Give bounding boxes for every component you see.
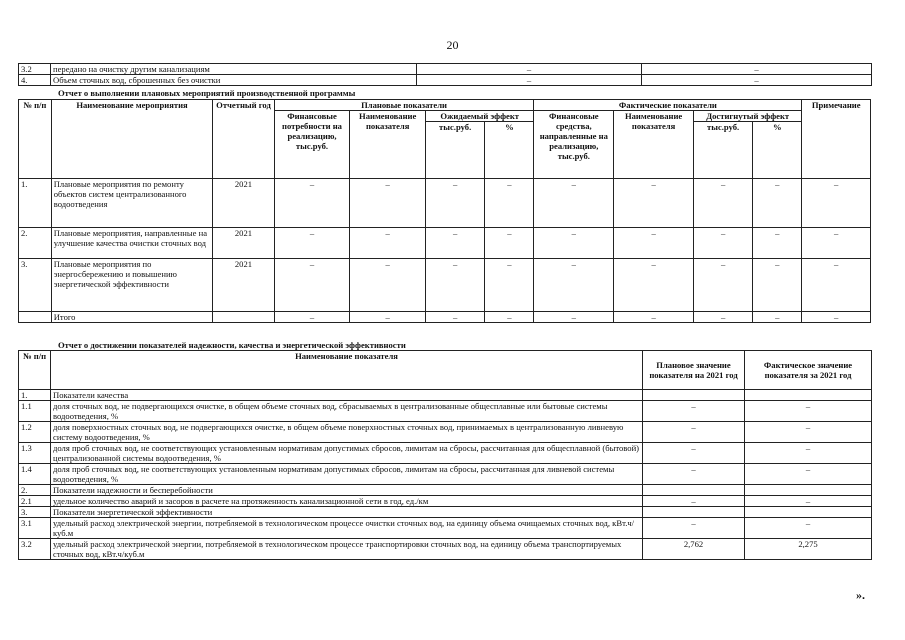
value-cell: – [350, 179, 426, 228]
value-cell: – [802, 228, 871, 259]
t1-header-note: Примечание [802, 100, 871, 179]
plan-value: – [643, 496, 745, 507]
table-row [19, 75, 872, 86]
t2-header-plan: Плановое значение показателя на 2021 год [643, 351, 745, 390]
t2-header-fact: Фактическое значение показателя за 2021 год [745, 351, 872, 390]
row-number: 1.2 [19, 422, 51, 443]
t1-header-name: Наименование мероприятия [51, 100, 213, 179]
plan-value: – [643, 518, 745, 539]
value-cell: – [350, 228, 426, 259]
indicator-name: удельный расход электрической энергии, потребляемой в технологическом процессе очистки сточных вод, на единицу объема очищаемых сточных вод, кВт.ч/куб.м [51, 518, 643, 539]
plan-value: 2,762 [643, 539, 745, 560]
value-cell: – [485, 259, 534, 312]
row-name: Объем сточных вод, сброшенных без очистки [51, 75, 417, 86]
table-row [19, 485, 872, 496]
measure-name: Плановые мероприятия по ремонту объектов систем централизованного водоотведения [51, 179, 213, 228]
table1-title: Отчет о выполнении плановых мероприятий производственной программы [58, 88, 356, 98]
total-row [19, 312, 871, 323]
page-number: 20 [446, 38, 459, 52]
value-cell: – [534, 259, 614, 312]
row-value: – [642, 64, 872, 75]
value-cell: – [534, 179, 614, 228]
table-row [19, 443, 872, 464]
report-year: 2021 [213, 259, 274, 312]
value-cell: – [753, 312, 802, 323]
indicator-name: доля проб сточных вод, не соответствующих установленным нормативам допустимых сбросов, лимитам на сбросы, рассчитанная для общесплавной (бытовой) централизованной системы водоотведения, % [51, 443, 643, 464]
value-cell: – [426, 179, 485, 228]
row-value: – [417, 64, 642, 75]
value-cell: – [753, 259, 802, 312]
value-cell: – [534, 228, 614, 259]
plan-value: – [643, 464, 745, 485]
value-cell: – [802, 312, 871, 323]
row-number [19, 312, 52, 323]
fact-value [745, 485, 872, 496]
t1-header-fact-rub: тыс.руб. [693, 122, 752, 179]
value-cell: – [426, 259, 485, 312]
t2-header-num: № п/п [19, 351, 51, 390]
row-number: 2. [19, 485, 51, 496]
value-cell: – [614, 259, 694, 312]
report-year: 2021 [213, 179, 274, 228]
value-cell: – [274, 228, 350, 259]
row-number: 1.4 [19, 464, 51, 485]
value-cell: – [350, 259, 426, 312]
table-row [19, 539, 872, 560]
table-row [19, 390, 872, 401]
t1-header-fact-pct: % [753, 122, 802, 179]
previous-table-fragment [18, 63, 872, 86]
total-label: Итого [51, 312, 213, 323]
value-cell: – [426, 312, 485, 323]
t1-header-plan-rub: тыс.руб. [426, 122, 485, 179]
table-row [19, 228, 871, 259]
row-number: 2. [19, 228, 52, 259]
report-year [213, 312, 274, 323]
t1-header-fact-ind: Наименование показателя [614, 111, 694, 179]
value-cell: – [614, 228, 694, 259]
measure-name: Плановые мероприятия по энергосбережению и повышению энергетической эффективности [51, 259, 213, 312]
table-row [19, 496, 872, 507]
plan-value: – [643, 443, 745, 464]
row-number: 1.3 [19, 443, 51, 464]
table-row [19, 179, 871, 228]
row-number: 3.1 [19, 518, 51, 539]
value-cell: – [614, 179, 694, 228]
t1-header-year: Отчетный год [213, 100, 274, 179]
indicator-name: удельное количество аварий и засоров в расчете на протяженность канализационной сети в год, ед./км [51, 496, 643, 507]
fact-value [745, 507, 872, 518]
row-value: – [417, 75, 642, 86]
value-cell: – [753, 179, 802, 228]
row-number: 2.1 [19, 496, 51, 507]
fact-value: – [745, 496, 872, 507]
fact-value: – [745, 422, 872, 443]
t2-header-name: Наименование показателя [51, 351, 643, 390]
report-year: 2021 [213, 228, 274, 259]
value-cell: – [426, 228, 485, 259]
fact-value: – [745, 401, 872, 422]
indicator-name: Показатели качества [51, 390, 643, 401]
t1-header-plan-fin: Финансовые потребности на реализацию, тыс.руб. [274, 111, 350, 179]
t1-header-plan-eff: Ожидаемый эффект [426, 111, 534, 122]
value-cell: – [802, 179, 871, 228]
fact-value: – [745, 443, 872, 464]
indicators-table [18, 350, 872, 560]
table2-title: Отчет о достижении показателей надежности, качества и энергетической эффективности [58, 340, 406, 350]
value-cell: – [693, 312, 752, 323]
value-cell: – [693, 228, 752, 259]
t1-header-plan-ind: Наименование показателя [350, 111, 426, 179]
value-cell: – [274, 259, 350, 312]
value-cell: – [693, 259, 752, 312]
t1-header-fact-fin: Финансовые средства, направленные на реализацию, тыс.руб. [534, 111, 614, 179]
value-cell: – [485, 179, 534, 228]
fact-value: – [745, 518, 872, 539]
plan-value [643, 507, 745, 518]
fact-value: – [745, 464, 872, 485]
table-row [19, 401, 872, 422]
table-row [19, 464, 872, 485]
plan-value [643, 390, 745, 401]
table-row [19, 507, 872, 518]
row-name: передано на очистку другим канализациям [51, 64, 417, 75]
value-cell: – [274, 179, 350, 228]
value-cell: – [485, 312, 534, 323]
planned-measures-table [18, 99, 871, 323]
table-row [19, 64, 872, 75]
t1-header-fact-eff: Достигнутый эффект [693, 111, 801, 122]
row-value: – [642, 75, 872, 86]
fact-value [745, 390, 872, 401]
measure-name: Плановые мероприятия, направленные на улучшение качества очистки сточных вод [51, 228, 213, 259]
plan-value: – [643, 422, 745, 443]
table-row [19, 518, 872, 539]
row-number: 3.2 [19, 539, 51, 560]
value-cell: – [485, 228, 534, 259]
indicator-name: доля сточных вод, не подвергающихся очистке, в общем объеме сточных вод, сбрасываемых в централизованные общесплавные или бытовые системы водоотведения, % [51, 401, 643, 422]
indicator-name: доля поверхностных сточных вод, не подвергающихся очистке, в общем объеме поверхностных сточных вод, принимаемых в централизованную ливневую систему водоотведения, % [51, 422, 643, 443]
plan-value [643, 485, 745, 496]
t1-header-plan: Плановые показатели [274, 100, 534, 111]
closing-mark: ». [856, 588, 865, 602]
value-cell: – [802, 259, 871, 312]
indicator-name: доля проб сточных вод, не соответствующих установленным нормативам допустимых сбросов, лимитам на сбросы, рассчитанная для ливневой системы водоотведения, % [51, 464, 643, 485]
value-cell: – [350, 312, 426, 323]
indicator-name: Показатели надежности и бесперебойности [51, 485, 643, 496]
plan-value: – [643, 401, 745, 422]
t1-header-fact: Фактические показатели [534, 100, 802, 111]
value-cell: – [693, 179, 752, 228]
t1-header-plan-pct: % [485, 122, 534, 179]
table-row [19, 422, 872, 443]
row-number: 3. [19, 259, 52, 312]
row-number: 1. [19, 390, 51, 401]
table-row [19, 259, 871, 312]
row-number: 3.2 [19, 64, 51, 75]
row-number: 4. [19, 75, 51, 86]
row-number: 1.1 [19, 401, 51, 422]
row-number: 3. [19, 507, 51, 518]
value-cell: – [274, 312, 350, 323]
indicator-name: Показатели энергетической эффективности [51, 507, 643, 518]
row-number: 1. [19, 179, 52, 228]
value-cell: – [614, 312, 694, 323]
value-cell: – [534, 312, 614, 323]
indicator-name: удельный расход электрической энергии, потребляемой в технологическом процессе транспортировки сточных вод, на единицу объема транспортируемых сточных вод, кВт.ч/куб.м [51, 539, 643, 560]
t1-header-num: № п/п [19, 100, 52, 179]
fact-value: 2,275 [745, 539, 872, 560]
value-cell: – [753, 228, 802, 259]
